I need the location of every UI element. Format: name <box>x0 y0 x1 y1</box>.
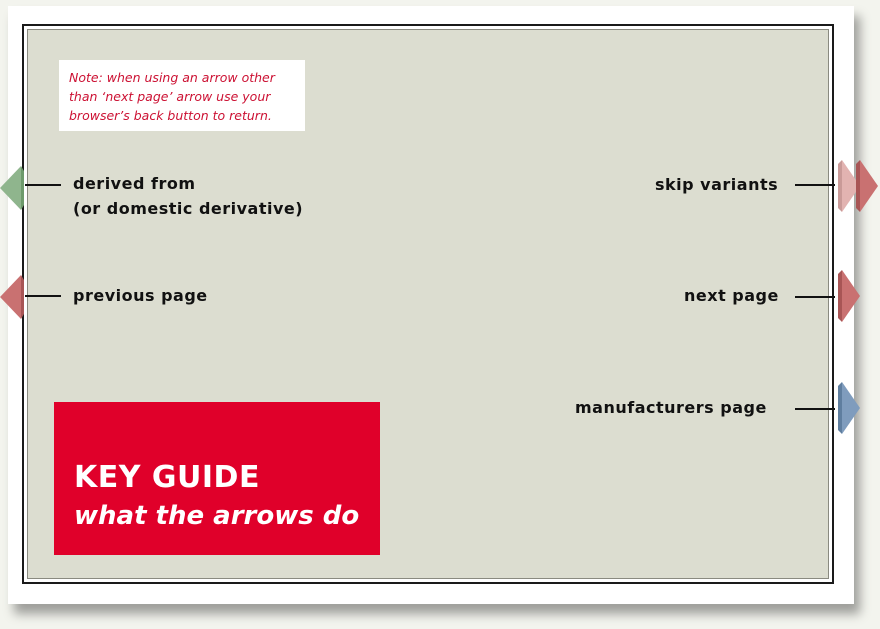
derived-from-line <box>25 184 61 186</box>
next-page-arrow-icon[interactable] <box>838 270 864 322</box>
manufacturers-page-label: manufacturers page <box>575 398 767 417</box>
skip-variants-line <box>795 184 835 186</box>
derived-from-label: derived from <box>73 174 196 193</box>
derived-from-sublabel: (or domestic derivative) <box>73 199 304 218</box>
note-line-3: browser’s back button to return. <box>69 108 272 123</box>
skip-variants-label: skip variants <box>655 175 779 194</box>
previous-page-arrow-icon[interactable] <box>0 272 24 322</box>
note-box <box>59 60 305 131</box>
key-guide-subtitle: what the arrows do <box>74 501 360 531</box>
next-page-line <box>795 296 835 298</box>
previous-page-line <box>25 295 61 297</box>
manufacturers-page-line <box>795 408 835 410</box>
derived-from-arrow-icon[interactable] <box>0 163 24 213</box>
manufacturers-page-arrow-icon[interactable] <box>838 382 864 434</box>
skip-variants-arrow-icon[interactable] <box>838 160 880 212</box>
previous-page-label: previous page <box>73 286 208 305</box>
note-line-1: Note: when using an arrow other <box>69 70 275 85</box>
next-page-label: next page <box>684 286 779 305</box>
key-guide-title: KEY GUIDE <box>74 460 260 495</box>
key-guide-box <box>54 402 380 555</box>
note-line-2: than ‘next page’ arrow use your <box>69 89 271 104</box>
